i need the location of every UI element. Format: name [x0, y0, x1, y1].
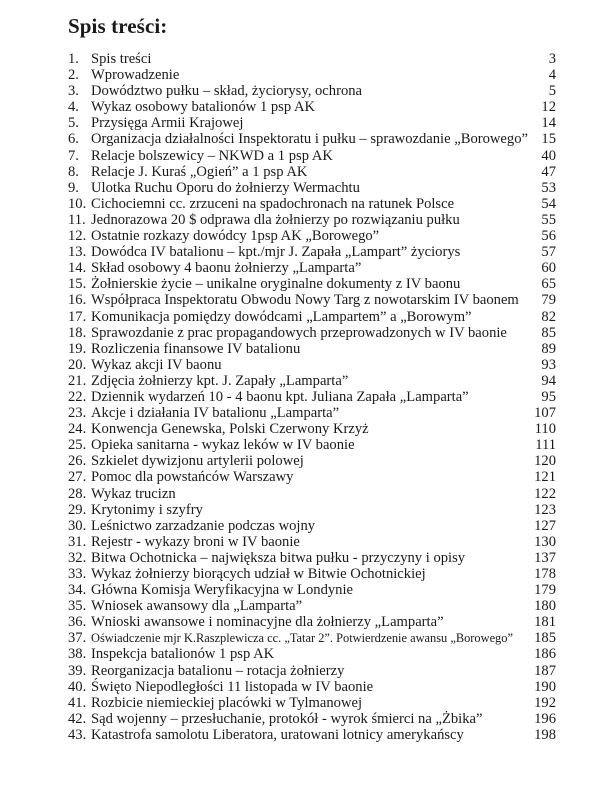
- toc-entry: [68, 469, 558, 485]
- toc-entry-number: 5.: [68, 115, 79, 132]
- toc-entry-page: 130: [534, 533, 556, 550]
- toc-entry-title: Jednorazowa 20 $ odprawa dla żołnierzy po rozwiązaniu pułku: [91, 211, 460, 228]
- toc-entry-number: 40.: [68, 678, 87, 695]
- toc-entry-page: 186: [534, 646, 556, 663]
- toc-entry-title: Krytonimy i szyfry: [91, 501, 203, 518]
- toc-entry-page: 137: [534, 549, 556, 566]
- toc-entry-number: 41.: [68, 694, 87, 711]
- toc-entry-page: 111: [535, 437, 556, 454]
- toc-entry-number: 43.: [68, 726, 87, 743]
- toc-entry-number: 19.: [68, 340, 87, 357]
- toc-entry: [68, 679, 558, 695]
- toc-entry: [68, 453, 558, 469]
- toc-entry-page: 107: [534, 405, 556, 422]
- toc-entry: [68, 212, 558, 228]
- toc-entry-title: Wnioski awansowe i nominacyjne dla żołnierzy „Lamparta”: [91, 614, 444, 631]
- toc-entry-number: 26.: [68, 453, 87, 470]
- toc-entry-page: 55: [541, 211, 556, 228]
- toc-entry: [68, 309, 558, 325]
- toc-entry: [68, 421, 558, 437]
- toc-entry-number: 32.: [68, 549, 87, 566]
- toc-entry-title: Dziennik wydarzeń 10 - 4 baonu kpt. Juliana Zapała „Lamparta”: [91, 388, 469, 405]
- toc-entry-number: 23.: [68, 405, 87, 422]
- toc-entry-page: 180: [534, 598, 556, 615]
- toc-entry: [68, 148, 558, 164]
- toc-entry-number: 27.: [68, 469, 87, 486]
- toc-entry: [68, 614, 558, 630]
- toc-entry-number: 13.: [68, 244, 87, 261]
- toc-entry-number: 39.: [68, 662, 87, 679]
- toc-entry: [68, 341, 558, 357]
- toc-entry-page: 57: [541, 244, 556, 261]
- toc-entry-title: Sąd wojenny – przesłuchanie, protokół - wyrok śmierci na „Żbika”: [91, 710, 483, 727]
- toc-entry-title: Wykaz żołnierzy biorących udział w Bitwie Ochotnickiej: [91, 566, 426, 582]
- toc-entry: [68, 663, 558, 679]
- toc-entry-page: 47: [541, 163, 556, 180]
- toc-entry-page: 190: [534, 678, 556, 695]
- toc-entry: [68, 67, 558, 83]
- toc-entry-number: 14.: [68, 260, 87, 277]
- toc-entry-title: Relacje J. Kuraś „Ogień” a 1 psp AK: [91, 163, 308, 180]
- toc-entry-page: 82: [541, 308, 556, 325]
- toc-entry-title: Komunikacja pomiędzy dowódcami „Lampartem” a „Borowym”: [91, 308, 472, 325]
- toc-entry: [68, 711, 558, 727]
- toc-entry-number: 42.: [68, 710, 87, 727]
- toc-entry-page: 14: [541, 115, 556, 132]
- toc-entry-title: Relacje bolszewicy – NKWD a 1 psp AK: [91, 147, 333, 164]
- toc-entry-page: 192: [534, 694, 556, 711]
- toc-entry-title: Spis treści: [91, 51, 152, 67]
- toc-entry-number: 21.: [68, 372, 87, 389]
- toc-entry: [68, 180, 558, 196]
- toc-entry-title: Dowództwo pułku – skład, życiorysy, ochrona: [91, 83, 363, 100]
- toc-entry-page: 120: [534, 453, 556, 470]
- toc-entry: [68, 518, 558, 534]
- toc-entry-number: 3.: [68, 83, 79, 100]
- toc-entry-page: 79: [541, 292, 556, 309]
- toc-entry: [68, 630, 558, 646]
- toc-entry-number: 15.: [68, 276, 87, 293]
- toc-entry: [68, 115, 558, 131]
- toc-entry-page: 5: [548, 83, 556, 100]
- toc-entry: [68, 598, 558, 614]
- toc-entry: [68, 292, 558, 308]
- toc-entry-number: 17.: [68, 308, 87, 325]
- toc-entry-title: Szkielet dywizjonu artylerii polowej: [91, 453, 304, 470]
- toc-entry-number: 7.: [68, 147, 79, 164]
- toc-entry: [68, 51, 558, 67]
- toc-entry: [68, 566, 558, 582]
- toc-entry: [68, 99, 558, 115]
- toc-entry-number: 9.: [68, 179, 79, 196]
- toc-entry-page: 121: [534, 469, 556, 486]
- toc-entry-title: Rejestr - wykazy broni w IV baonie: [91, 533, 300, 550]
- toc-entry-title: Wniosek awansowy dla „Lamparta”: [91, 598, 303, 615]
- toc-entry: [68, 695, 558, 711]
- toc-entry-title: Święto Niepodległości 11 listopada w IV baonie: [91, 678, 374, 695]
- toc-entry-page: 95: [541, 388, 556, 405]
- toc-entry-number: 18.: [68, 324, 87, 341]
- toc-entry-title: Żołnierskie życie – unikalne oryginalne dokumenty z IV baonu: [91, 276, 461, 293]
- toc-entry-page: 89: [541, 340, 556, 357]
- toc-entry-title: Główna Komisja Weryfikacyjna w Londynie: [91, 582, 353, 599]
- toc-entry-title: Opieka sanitarna - wykaz leków w IV baonie: [91, 437, 355, 454]
- toc-entry-title: Oświadczenie mjr K.Raszplewicza cc. „Tatar 2”. Potwierdzenie awansu „Borowego”: [91, 631, 513, 646]
- toc-entry-number: 8.: [68, 163, 79, 180]
- toc-entry-page: 94: [541, 372, 556, 389]
- toc-entry-page: 65: [541, 276, 556, 293]
- toc-entry: [68, 244, 558, 260]
- toc-entry-number: 31.: [68, 533, 87, 550]
- toc-entry-page: 4: [548, 67, 556, 84]
- toc-entry-number: 16.: [68, 292, 87, 309]
- toc-entry-page: 110: [534, 421, 556, 438]
- toc-entry: [68, 437, 558, 453]
- toc-entry: [68, 405, 558, 421]
- toc-entry: [68, 727, 558, 743]
- toc-heading: Spis treści:: [68, 14, 168, 38]
- toc-entry-page: 15: [541, 131, 556, 148]
- toc-entry: [68, 502, 558, 518]
- toc-entry-page: 198: [534, 726, 556, 743]
- toc-entry-title: Przysięga Armii Krajowej: [91, 115, 244, 132]
- toc-entry-page: 40: [541, 147, 556, 164]
- toc-entry-number: 25.: [68, 437, 87, 454]
- toc-entry-page: 178: [534, 566, 556, 582]
- toc-entry-title: Wykaz akcji IV baonu: [91, 356, 222, 373]
- toc-entry-title: Pomoc dla powstańców Warszawy: [91, 469, 294, 486]
- toc-entry: [68, 550, 558, 566]
- toc-entry: [68, 582, 558, 598]
- toc-entry: [68, 164, 558, 180]
- toc-entry: [68, 196, 558, 212]
- toc-entry-page: 179: [534, 582, 556, 599]
- toc-entry-title: Skład osobowy 4 baonu żołnierzy „Lamparta”: [91, 260, 362, 277]
- toc-entry-page: 93: [541, 356, 556, 373]
- toc-entry-number: 2.: [68, 67, 79, 84]
- toc-entry-number: 33.: [68, 566, 87, 582]
- toc-entry-page: 181: [534, 614, 556, 631]
- toc-entry-title: Wykaz osobowy batalionów 1 psp AK: [91, 99, 316, 116]
- toc-entry-title: Inspekcja batalionów 1 psp AK: [91, 646, 275, 663]
- toc-entry: [68, 389, 558, 405]
- toc-entry-page: 3: [548, 51, 556, 67]
- toc-entry-page: 127: [534, 517, 556, 534]
- toc-entry-title: Ulotka Ruchu Oporu do żołnierzy Wermachtu: [91, 179, 360, 196]
- toc-entry-number: 1.: [68, 51, 79, 67]
- toc-entry-title: Rozliczenia finansowe IV batalionu: [91, 340, 301, 357]
- toc-entry-page: 60: [541, 260, 556, 277]
- toc-entry-page: 123: [534, 501, 556, 518]
- toc-entry-title: Współpraca Inspektoratu Obwodu Nowy Targ z nowotarskim IV baonem: [91, 292, 519, 309]
- toc-entry-number: 37.: [68, 630, 87, 647]
- toc-entry-number: 38.: [68, 646, 87, 663]
- toc-entry-title: Bitwa Ochotnicka – największa bitwa pułku - przyczyny i opisy: [91, 549, 466, 566]
- toc-entry: [68, 325, 558, 341]
- toc-entry: [68, 83, 558, 99]
- toc-entry: [68, 534, 558, 550]
- toc-entry: [68, 131, 558, 147]
- toc-entry-number: 29.: [68, 501, 87, 518]
- toc-entry-title: Rozbicie niemieckiej placówki w Tylmanowej: [91, 694, 363, 711]
- toc-entry-number: 24.: [68, 421, 87, 438]
- toc-entry: [68, 486, 558, 502]
- toc-entry-number: 28.: [68, 485, 87, 502]
- toc-entry-number: 36.: [68, 614, 87, 631]
- toc-entry-title: Organizacja działalności Inspektoratu i pułku – sprawozdanie „Borowego”: [91, 131, 528, 148]
- toc-entry: [68, 373, 558, 389]
- toc-entry-page: 196: [534, 710, 556, 727]
- toc-entry-title: Akcje i działania IV batalionu „Lamparta”: [91, 405, 340, 422]
- toc-entry-title: Wykaz trucizn: [91, 485, 176, 502]
- toc-entry-page: 12: [541, 99, 556, 116]
- toc-entry: [68, 228, 558, 244]
- toc-entry-title: Ostatnie rozkazy dowódcy 1psp AK „Borowego”: [91, 228, 380, 245]
- toc-entry-number: 12.: [68, 228, 87, 245]
- toc-entry-number: 30.: [68, 517, 87, 534]
- toc-entry: [68, 357, 558, 373]
- toc-entry-number: 34.: [68, 582, 87, 599]
- toc-entry-page: 85: [541, 324, 556, 341]
- toc-entry-title: Sprawozdanie z prac propagandowych przeprowadzonych w IV baonie: [91, 324, 507, 341]
- toc-entry-title: Dowódca IV batalionu – kpt./mjr J. Zapała „Lampart” życiorys: [91, 244, 461, 261]
- toc-entry-number: 6.: [68, 131, 79, 148]
- toc-entry-title: Zdjęcia żołnierzy kpt. J. Zapały „Lamparta”: [91, 372, 349, 389]
- toc-entry: [68, 276, 558, 292]
- toc-entry: [68, 260, 558, 276]
- toc-entry-title: Leśnictwo zarzadzanie podczas wojny: [91, 517, 316, 534]
- toc-entry-number: 11.: [68, 211, 86, 228]
- toc-entry-page: 54: [541, 195, 556, 212]
- toc-entry-page: 56: [541, 228, 556, 245]
- toc-entry-title: Cichociemni cc. zrzuceni na spadochronach na ratunek Polsce: [91, 195, 455, 212]
- toc-entry-title: Wprowadzenie: [91, 67, 180, 84]
- toc-entry-number: 20.: [68, 356, 87, 373]
- table-of-contents: [68, 51, 558, 743]
- toc-entry-page: 122: [534, 485, 556, 502]
- toc-entry-number: 22.: [68, 388, 87, 405]
- toc-entry-number: 4.: [68, 99, 79, 116]
- toc-entry-title: Konwencja Genewska, Polski Czerwony Krzyż: [91, 421, 369, 438]
- toc-entry-page: 185: [534, 630, 556, 647]
- toc-entry-page: 187: [534, 662, 556, 679]
- toc-entry-title: Katastrofa samolotu Liberatora, uratowani lotnicy amerykańscy: [91, 726, 464, 743]
- toc-entry-title: Reorganizacja batalionu – rotacja żołnierzy: [91, 662, 345, 679]
- toc-entry-number: 35.: [68, 598, 87, 615]
- toc-entry-number: 10.: [68, 195, 87, 212]
- toc-entry-page: 53: [541, 179, 556, 196]
- toc-entry: [68, 646, 558, 662]
